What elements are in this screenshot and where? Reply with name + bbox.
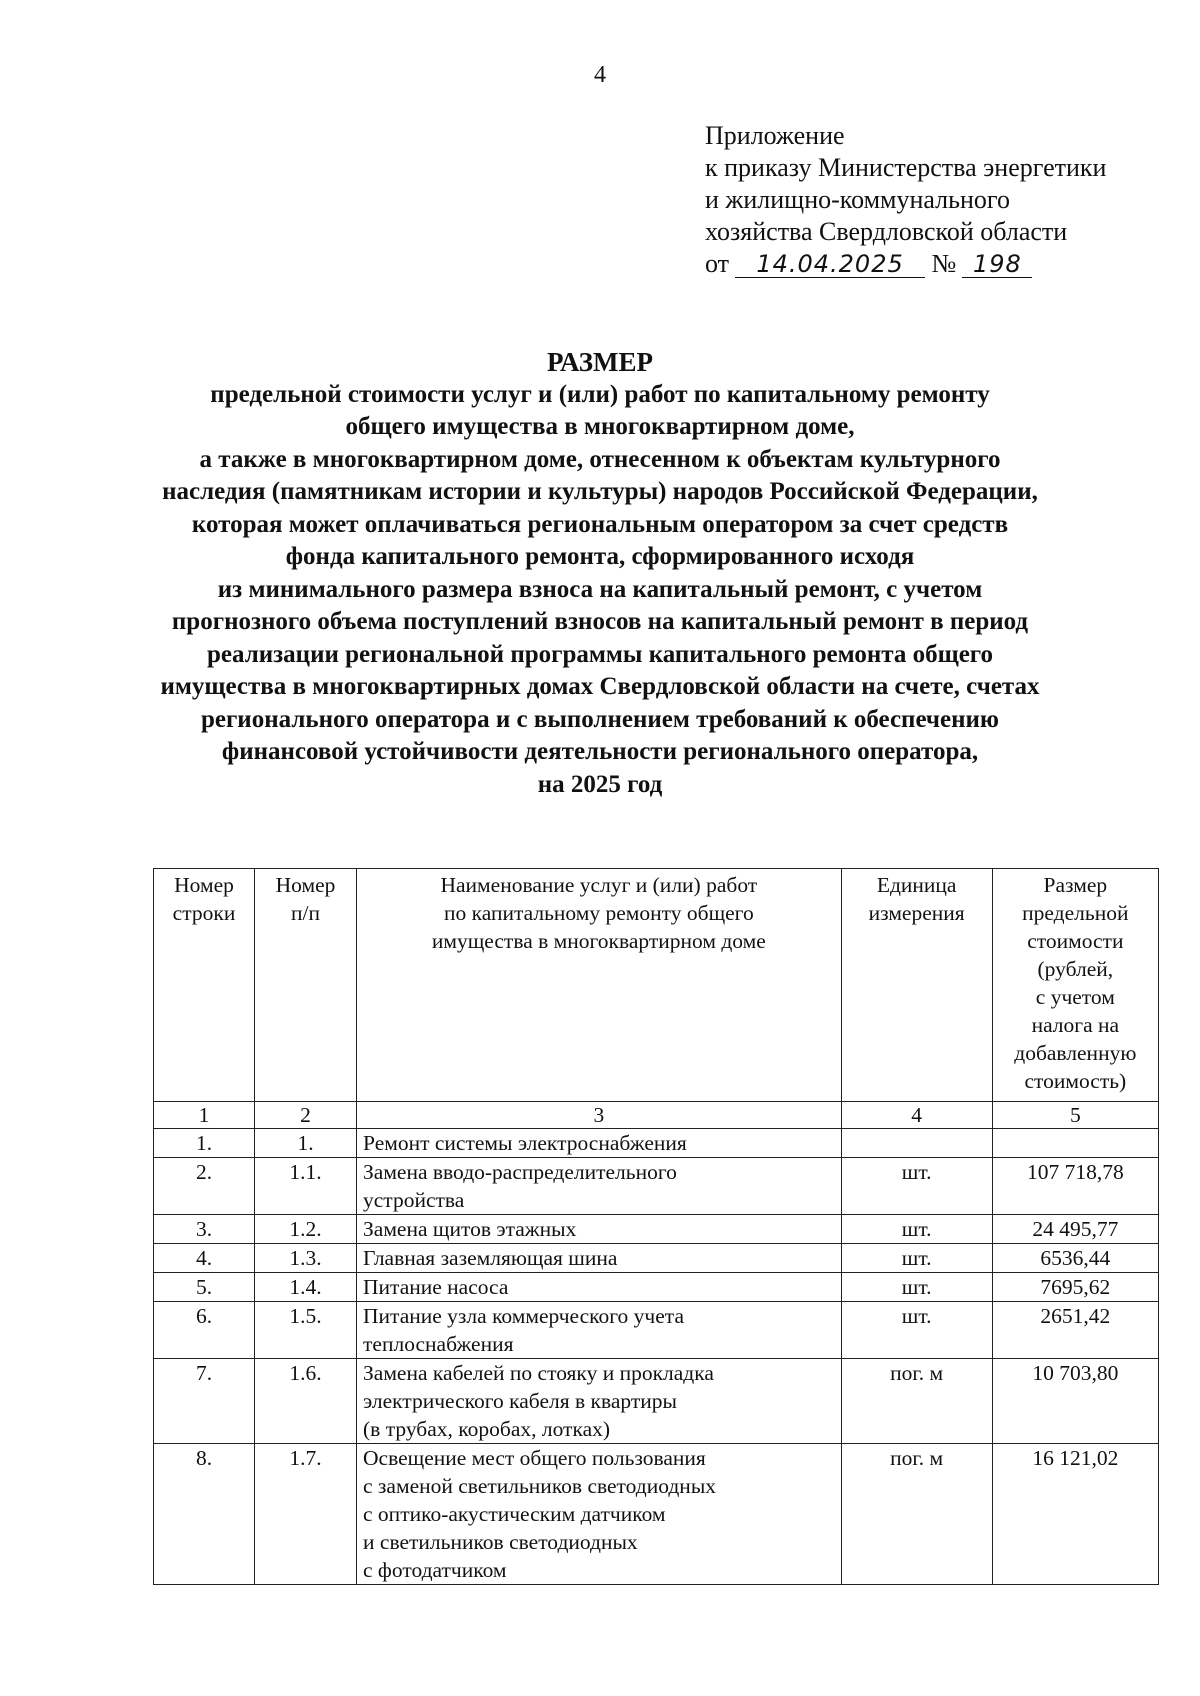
service-name-line: с оптико-акустическим датчиком <box>363 1502 666 1526</box>
header-text: строки <box>172 901 236 925</box>
unit: шт. <box>841 1158 992 1215</box>
column-number-row <box>154 1102 1159 1129</box>
page-number: 4 <box>594 62 606 88</box>
handwritten-number: 198 <box>962 251 1032 278</box>
title-line: которая может оплачиваться региональным оператором за счет средств <box>191 510 1009 538</box>
unit: пог. м <box>841 1444 992 1585</box>
title-line: прогнозного объема поступлений взносов на капитальный ремонт в период <box>171 608 1029 635</box>
item-number: 1.1. <box>255 1158 357 1215</box>
service-name <box>357 1129 842 1158</box>
title-line: на 2025 год <box>537 770 663 798</box>
header-service-name <box>357 869 842 1102</box>
item-number: 1.2. <box>255 1215 357 1244</box>
price: 2651,42 <box>992 1302 1158 1359</box>
title-line: предельной стоимости услуг и (или) работ по капитальному ремонту <box>210 380 990 408</box>
service-name-line: Замена кабелей по стояку и прокладка <box>363 1361 714 1385</box>
header-text: Наименование услуг и (или) работ <box>440 873 758 897</box>
price <box>992 1129 1158 1158</box>
table-row <box>154 1158 1159 1215</box>
table-row <box>154 1129 1159 1158</box>
service-name-line: теплоснабжения <box>363 1332 514 1356</box>
title-line: реализации региональной программы капитального ремонта общего <box>206 640 994 668</box>
row-number: 2. <box>154 1158 255 1215</box>
unit: шт. <box>841 1215 992 1244</box>
table-row <box>154 1359 1159 1444</box>
header-text: предельной <box>1022 901 1129 925</box>
service-name-line: Главная заземляющая шина <box>363 1246 618 1270</box>
column-number: 4 <box>841 1102 992 1129</box>
item-number: 1.5. <box>255 1302 357 1359</box>
column-number: 2 <box>255 1102 357 1129</box>
table-header-row <box>154 869 1159 1102</box>
unit: шт. <box>841 1273 992 1302</box>
service-name-line: Питание узла коммерческого учета <box>363 1304 684 1328</box>
service-name <box>357 1244 842 1273</box>
header-text: с учетом <box>1035 985 1115 1009</box>
title-line: общего имущества в многоквартирном доме, <box>345 413 855 440</box>
table-row <box>154 1302 1159 1359</box>
title-main: РАЗМЕР <box>546 347 654 377</box>
row-number: 8. <box>154 1444 255 1585</box>
annex-line: хозяйства Свердловской области <box>705 217 1068 246</box>
price: 107 718,78 <box>992 1158 1158 1215</box>
row-number: 5. <box>154 1273 255 1302</box>
row-number: 7. <box>154 1359 255 1444</box>
annex-date-line <box>705 248 1106 280</box>
annex-line: Приложение <box>705 121 845 150</box>
title-line: из минимального размера взноса на капитальный ремонт, с учетом <box>217 575 983 603</box>
table-body <box>154 1129 1159 1585</box>
header-row-number <box>154 869 255 1102</box>
title-line: фонда капитального ремонта, сформированного исходя <box>285 543 915 570</box>
date-prefix: от <box>705 249 730 278</box>
service-name-line: (в трубах, коробах, лотках) <box>363 1417 611 1441</box>
row-number: 1. <box>154 1129 255 1158</box>
header-text: (рублей, <box>1037 957 1114 981</box>
title-line: имущества в многоквартирных домах Свердловской области на счете, счетах <box>160 673 1040 700</box>
item-number: 1.6. <box>255 1359 357 1444</box>
item-number: 1. <box>255 1129 357 1158</box>
price: 7695,62 <box>992 1273 1158 1302</box>
table-row <box>154 1215 1159 1244</box>
service-name <box>357 1158 842 1215</box>
price: 24 495,77 <box>992 1215 1158 1244</box>
unit: шт. <box>841 1302 992 1359</box>
table-row <box>154 1444 1159 1585</box>
service-name-line: Питание насоса <box>363 1275 509 1299</box>
handwritten-date: 14.04.2025 <box>735 251 925 278</box>
service-name-line: Замена вводо-распределительного <box>363 1160 677 1184</box>
title-line: финансовой устойчивости деятельности регионального оператора, <box>221 738 979 765</box>
table-row <box>154 1273 1159 1302</box>
service-name-line: электрического кабеля в квартиры <box>363 1389 677 1413</box>
item-number: 1.7. <box>255 1444 357 1585</box>
price-table <box>153 868 1159 1585</box>
unit <box>841 1129 992 1158</box>
header-text: добавленную <box>1014 1041 1137 1065</box>
title-line: наследия (памятникам истории и культуры) народов Российской Федерации, <box>162 478 1038 505</box>
row-number: 6. <box>154 1302 255 1359</box>
header-text: Номер <box>174 873 234 897</box>
item-number: 1.3. <box>255 1244 357 1273</box>
item-number: 1.4. <box>255 1273 357 1302</box>
row-number: 4. <box>154 1244 255 1273</box>
service-name-line: с фотодатчиком <box>363 1558 507 1582</box>
price: 6536,44 <box>992 1244 1158 1273</box>
service-name <box>357 1302 842 1359</box>
annex-block <box>705 120 1106 280</box>
header-text: стоимости <box>1027 929 1124 953</box>
header-text: налога на <box>1031 1013 1120 1037</box>
unit: шт. <box>841 1244 992 1273</box>
column-number: 5 <box>992 1102 1158 1129</box>
service-name-line: устройства <box>363 1188 465 1212</box>
header-item-number <box>255 869 357 1102</box>
number-prefix: № <box>931 249 957 278</box>
column-number: 3 <box>357 1102 842 1129</box>
document-title <box>100 346 1100 801</box>
price: 16 121,02 <box>992 1444 1158 1585</box>
header-text: Размер <box>1043 873 1108 897</box>
title-lines <box>100 379 1100 802</box>
header-text: стоимость) <box>1024 1069 1127 1093</box>
header-text: имущества в многоквартирном доме <box>431 929 766 953</box>
header-price <box>992 869 1158 1102</box>
unit: пог. м <box>841 1359 992 1444</box>
header-text: измерения <box>868 901 965 925</box>
title-line: а также в многоквартирном доме, отнесенном к объектам культурного <box>199 445 1001 473</box>
header-text: по капитальному ремонту общего <box>443 901 754 925</box>
price: 10 703,80 <box>992 1359 1158 1444</box>
header-text: Единица <box>876 873 957 897</box>
service-name-line: Замена щитов этажных <box>363 1217 577 1241</box>
service-name <box>357 1215 842 1244</box>
title-line: регионального оператора и с выполнением требований к обеспечению <box>200 705 1000 733</box>
annex-line: и жилищно-коммунального <box>705 185 1010 214</box>
service-name <box>357 1273 842 1302</box>
service-name-line: Освещение мест общего пользования <box>363 1446 706 1470</box>
service-name-line: Ремонт системы электроснабжения <box>363 1131 687 1155</box>
header-unit <box>841 869 992 1102</box>
column-number: 1 <box>154 1102 255 1129</box>
annex-line: к приказу Министерства энергетики <box>705 153 1107 182</box>
header-text: п/п <box>291 901 320 925</box>
service-name-line: с заменой светильников светодиодных <box>363 1474 717 1498</box>
service-name <box>357 1359 842 1444</box>
header-text: Номер <box>275 873 336 897</box>
service-name <box>357 1444 842 1585</box>
service-name-line: и светильников светодиодных <box>363 1530 638 1554</box>
row-number: 3. <box>154 1215 255 1244</box>
table-row <box>154 1244 1159 1273</box>
